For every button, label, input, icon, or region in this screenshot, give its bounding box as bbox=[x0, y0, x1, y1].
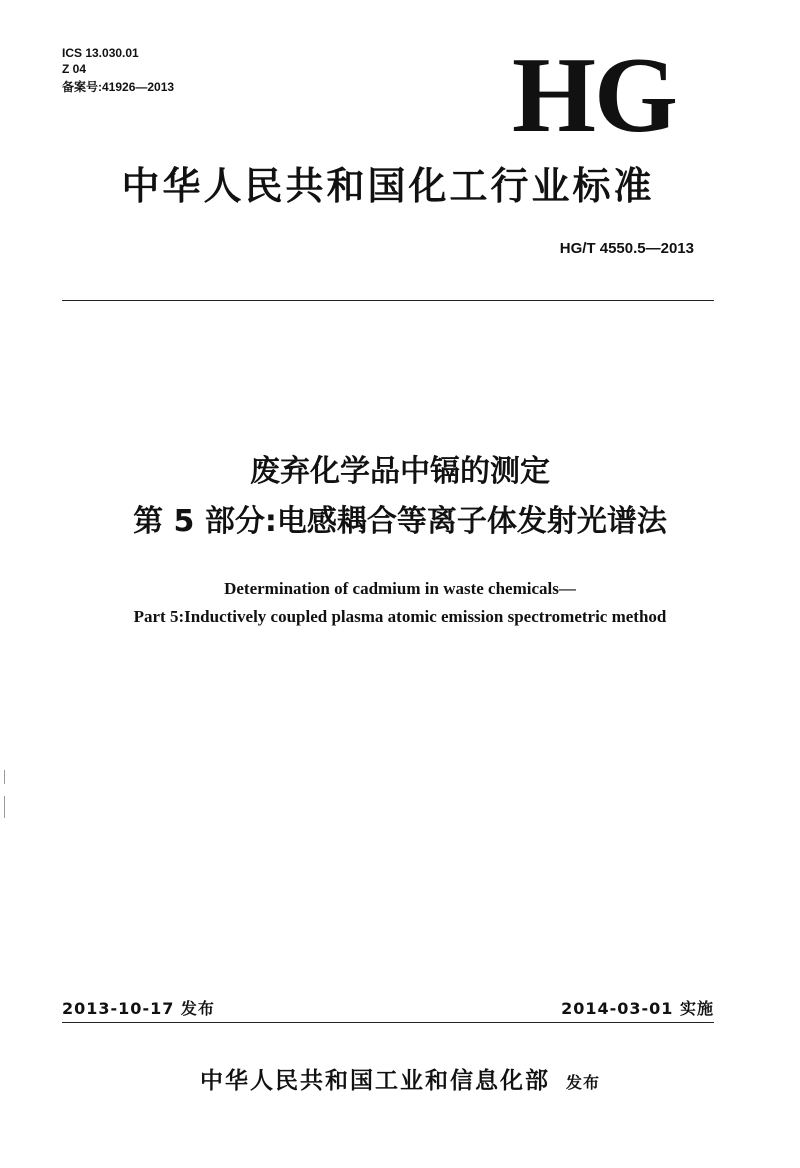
scan-mark bbox=[4, 770, 5, 784]
scan-mark bbox=[4, 796, 5, 818]
header-divider bbox=[62, 300, 714, 301]
issuer-action: 发布 bbox=[565, 1073, 600, 1092]
en-title-line-2: Part 5:Inductively coupled plasma atomic emission spectrometric method bbox=[133, 607, 667, 626]
issuer-line bbox=[0, 1066, 800, 1098]
cn-title-line-2: 第 5 部分:电感耦合等离子体发射光谱法 bbox=[133, 504, 667, 539]
hg-logo: HG bbox=[511, 36, 676, 155]
standard-number: HG/T 4550.5—2013 bbox=[559, 240, 694, 257]
issue-date: 2013-10-17 发布 bbox=[62, 999, 215, 1018]
ccs-code: Z 04 bbox=[62, 62, 87, 76]
footer-divider bbox=[62, 1022, 714, 1023]
cn-title-line-1: 废弃化学品中镉的测定 bbox=[250, 454, 550, 489]
record-number: 备案号:41926—2013 bbox=[62, 80, 175, 94]
en-title-line-1: Determination of cadmium in waste chemicals— bbox=[224, 579, 576, 598]
issuer-name: 中华人民共和国工业和信息化部 bbox=[199, 1067, 550, 1094]
ics-code: ICS 13.030.01 bbox=[62, 46, 139, 60]
standard-category-title: 中华人民共和国化工行业标准 bbox=[121, 163, 655, 208]
implementation-date: 2014-03-01 实施 bbox=[561, 999, 714, 1018]
